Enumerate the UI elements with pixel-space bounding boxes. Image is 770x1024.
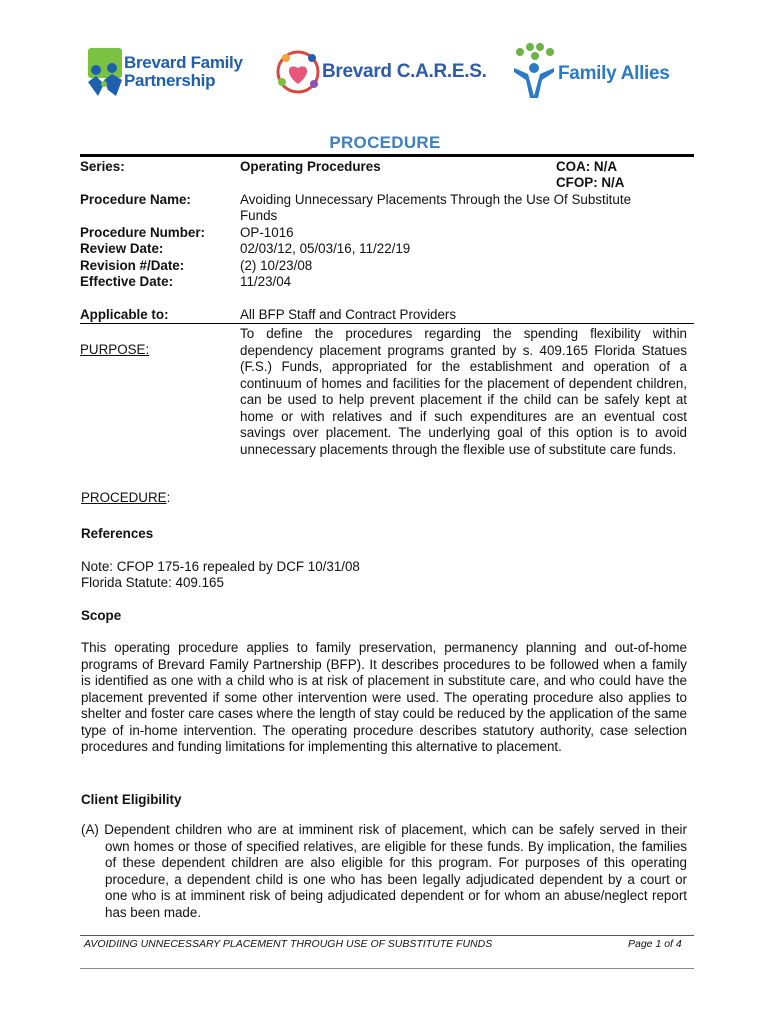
footer-title: AVOIDIING UNNECESSARY PLACEMENT THROUGH USE OF SUBSTITUTE FUNDS — [84, 938, 493, 950]
cares-heart-icon — [274, 46, 322, 98]
effective-date-value: 11/23/04 — [240, 274, 292, 289]
note-line2: Florida Statute: 409.165 — [81, 575, 224, 590]
applicable-rule — [80, 323, 694, 324]
brevard-cares-logo — [274, 40, 494, 102]
title-rule — [80, 154, 694, 157]
purpose-text: To define the procedures regarding the spending flexibility within dependency placement programs granted by s. 409.165 Florida Statues (F.S.) Funds, appropriated for the establishment and operation of a continuum of homes and facilities for the placement of dependent children, can be used to help prevent placement if the child can be safely kept at home or with relatives and if such expenditures are an eventual cost savings over placement. The underlying goal of this option is to avoid unnecessary placements through the flexible use of substitute care funds. — [240, 326, 687, 457]
eligibility-heading: Client Eligibility — [81, 792, 182, 807]
bfp-logo-line2: Partnership — [124, 71, 216, 90]
procedure-name-line1: Avoiding Unnecessary Placements Through the Use Of Substitute — [240, 192, 632, 207]
cfop-value: CFOP: N/A — [556, 175, 625, 190]
references-heading: References — [81, 526, 154, 541]
scope-heading: Scope — [81, 608, 122, 623]
procedure-number-label: Procedure Number: — [80, 225, 206, 240]
logo-bar — [82, 40, 694, 102]
allies-logo-text: Family Allies — [558, 63, 670, 84]
series-value: Operating Procedures — [240, 159, 381, 174]
applicable-to-label: Applicable to: — [80, 307, 169, 322]
review-date-label: Review Date: — [80, 241, 164, 256]
revision-value: (2) 10/23/08 — [240, 258, 313, 273]
revision-label: Revision #/Date: — [80, 258, 185, 273]
eligibility-item-a: (A) Dependent children who are at imminent risk of placement, which can be safely served in their own homes or those of specified relatives, are eligible for these funds. By implication, the families of these dependent children are also eligible for this program. For purposes of this operating procedure, a dependent child is one who has been legally adjudicated dependent by a court or one who is at imminent risk of being adjudicated dependent or for whom an abuse/neglect report has been made. — [81, 822, 687, 920]
procedure-name-label: Procedure Name: — [80, 192, 191, 207]
review-date-value: 02/03/12, 05/03/16, 11/22/19 — [240, 241, 411, 256]
tree-person-icon — [510, 42, 558, 102]
procedure-section-label — [81, 490, 170, 505]
page-title: PROCEDURE — [329, 133, 441, 152]
scope-text: This operating procedure applies to family preservation, permanency planning and out-of-home programs of Brevard Family Partnership (BFP). It describes procedures to be followed when a family is identified as one with a child who is at risk of placement in substitute care, and who could have the placement prevented if some other intervention were used. The operating procedure also applies to shelter and foster care cases where the length of stay could be reduced by the application of the same type of in-home intervention. The operating procedure describes statutory authority, case selection procedures and funding limitations for implementing this alternative to placement. — [81, 640, 687, 754]
note-line1: Note: CFOP 175-16 repealed by DCF 10/31/08 — [81, 559, 360, 574]
series-label: Series: — [80, 159, 125, 174]
procedure-label-colon: : — [166, 490, 171, 505]
family-allies-logo — [510, 40, 694, 102]
procedure-number-value: OP-1016 — [240, 225, 294, 240]
effective-date-label: Effective Date: — [80, 274, 174, 289]
procedure-name-line2: Funds — [240, 208, 278, 223]
footer-page-number: Page 1 of 4 — [628, 938, 682, 950]
procedure-label: PROCEDURE — [81, 490, 167, 505]
footer-top-rule — [80, 935, 694, 936]
family-figures-icon — [82, 46, 126, 98]
purpose-label: PURPOSE: — [80, 342, 150, 357]
brevard-family-partnership-logo — [82, 40, 267, 102]
bfp-logo-line1: Brevard Family — [124, 53, 243, 72]
applicable-to-value: All BFP Staff and Contract Providers — [240, 307, 457, 322]
footer-bottom-rule — [80, 968, 694, 969]
coa-value: COA: N/A — [556, 159, 617, 174]
cares-logo-text: Brevard C.A.R.E.S. — [322, 61, 487, 82]
